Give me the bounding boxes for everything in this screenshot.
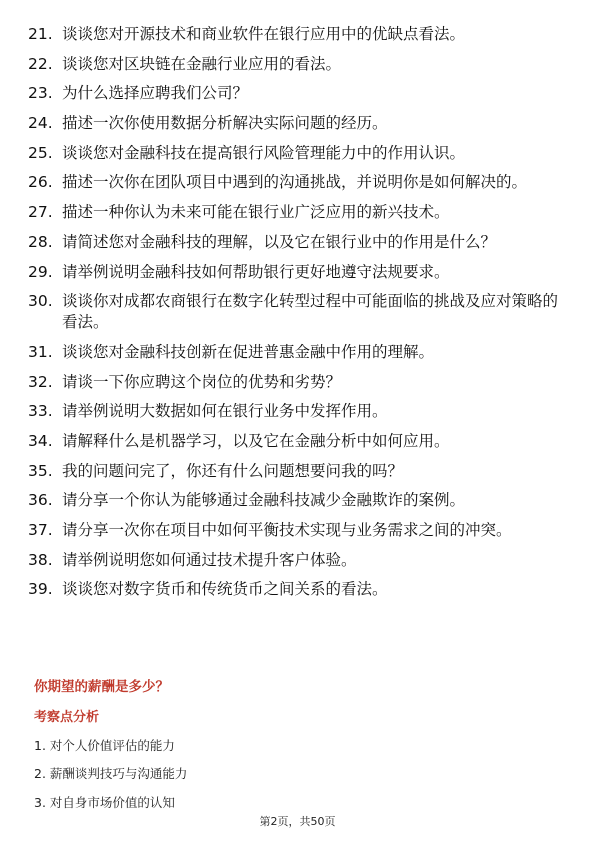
question-number: 25.: [28, 143, 53, 162]
question-number: 36.: [28, 491, 53, 510]
analysis-point: 2. 薪酬谈判技巧与沟通能力: [34, 766, 188, 782]
question-item: [28, 232, 568, 253]
question-text: 请举例说明您如何通过技术提升客户体验。: [62, 550, 357, 569]
question-number: 29.: [28, 262, 53, 281]
question-item: [28, 372, 568, 393]
question-number: 34.: [28, 431, 53, 450]
question-item: [28, 143, 568, 164]
question-number: 32.: [28, 372, 53, 391]
question-number: 23.: [28, 84, 53, 103]
question-number: 37.: [28, 521, 53, 539]
question-text: 谈谈您对区块链在金融行业应用的看法。: [62, 54, 342, 73]
question-item: [28, 431, 568, 452]
question-item: [28, 202, 568, 223]
question-text: 我的问题问完了，你还有什么问题想要问我的吗？: [62, 461, 404, 480]
question-text: 描述一次你在团队项目中遇到的沟通挑战，并说明你是如何解决的。: [62, 173, 528, 192]
question-text: 谈谈你对成都农商银行在数字化转型过程中可能面临的挑战及应对策略的看法。: [62, 292, 559, 332]
question-item: [28, 342, 568, 363]
question-text: 请分享一个你认为能够通过金融科技减少金融欺诈的案例。: [62, 491, 466, 510]
question-number: 30.: [28, 292, 53, 311]
question-text: 请简述您对金融科技的理解，以及它在银行业中的作用是什么？: [62, 232, 497, 251]
section-subtitle: 考察点分析: [34, 710, 100, 725]
question-number: 38.: [28, 550, 53, 569]
question-number: 22.: [28, 54, 53, 73]
question-item: [28, 83, 568, 104]
page-number: 第2页，共50页: [259, 815, 336, 828]
question-number: 39.: [28, 580, 53, 599]
question-text: 请谈一下你应聘这个岗位的优势和劣势？: [62, 372, 342, 391]
question-item: [28, 520, 568, 541]
question-text: 谈谈您对金融科技创新在促进普惠金融中作用的理解。: [62, 342, 435, 361]
salary-section: [34, 678, 554, 822]
question-text: 请举例说明大数据如何在银行业务中发挥作用。: [62, 402, 388, 421]
question-item: [28, 24, 568, 45]
question-number: 35.: [28, 461, 53, 480]
analysis-point: 3. 对自身市场价值的认知: [34, 794, 175, 810]
question-number: 21.: [28, 25, 53, 43]
question-item: [28, 54, 568, 75]
question-text: 描述一种你认为未来可能在银行业广泛应用的新兴技术。: [62, 203, 450, 222]
question-item: [28, 401, 568, 422]
question-text: 为什么选择应聘我们公司？: [62, 84, 249, 103]
analysis-point-list: [34, 737, 554, 812]
question-text: 描述一次你使用数据分析解决实际问题的经历。: [62, 114, 388, 133]
question-text: 谈谈您对开源技术和商业软件在银行应用中的优缺点看法。: [62, 25, 466, 43]
question-item: [28, 490, 568, 511]
analysis-point: 1. 对个人价值评估的能力: [34, 738, 175, 753]
question-item: [28, 550, 568, 571]
question-list: [28, 24, 568, 609]
question-item: [28, 461, 568, 482]
question-text: 请分享一次你在项目中如何平衡技术实现与业务需求之间的冲突。: [62, 521, 512, 539]
question-number: 33.: [28, 402, 53, 421]
question-text: 请解释什么是机器学习，以及它在金融分析中如何应用。: [62, 431, 450, 450]
question-item: [28, 579, 568, 600]
question-text: 谈谈您对数字货币和传统货币之间关系的看法。: [62, 580, 388, 599]
question-item: [28, 172, 568, 193]
question-item: [28, 113, 568, 134]
question-number: 27.: [28, 203, 53, 222]
question-number: 24.: [28, 114, 53, 133]
question-number: 28.: [28, 232, 53, 251]
question-item: [28, 291, 568, 333]
question-number: 26.: [28, 173, 53, 192]
question-number: 31.: [28, 342, 53, 361]
question-text: 谈谈您对金融科技在提高银行风险管理能力中的作用认识。: [62, 143, 466, 162]
question-item: [28, 262, 568, 283]
section-title: 你期望的薪酬是多少？: [34, 679, 169, 695]
question-text: 请举例说明金融科技如何帮助银行更好地遵守法规要求。: [62, 262, 450, 281]
